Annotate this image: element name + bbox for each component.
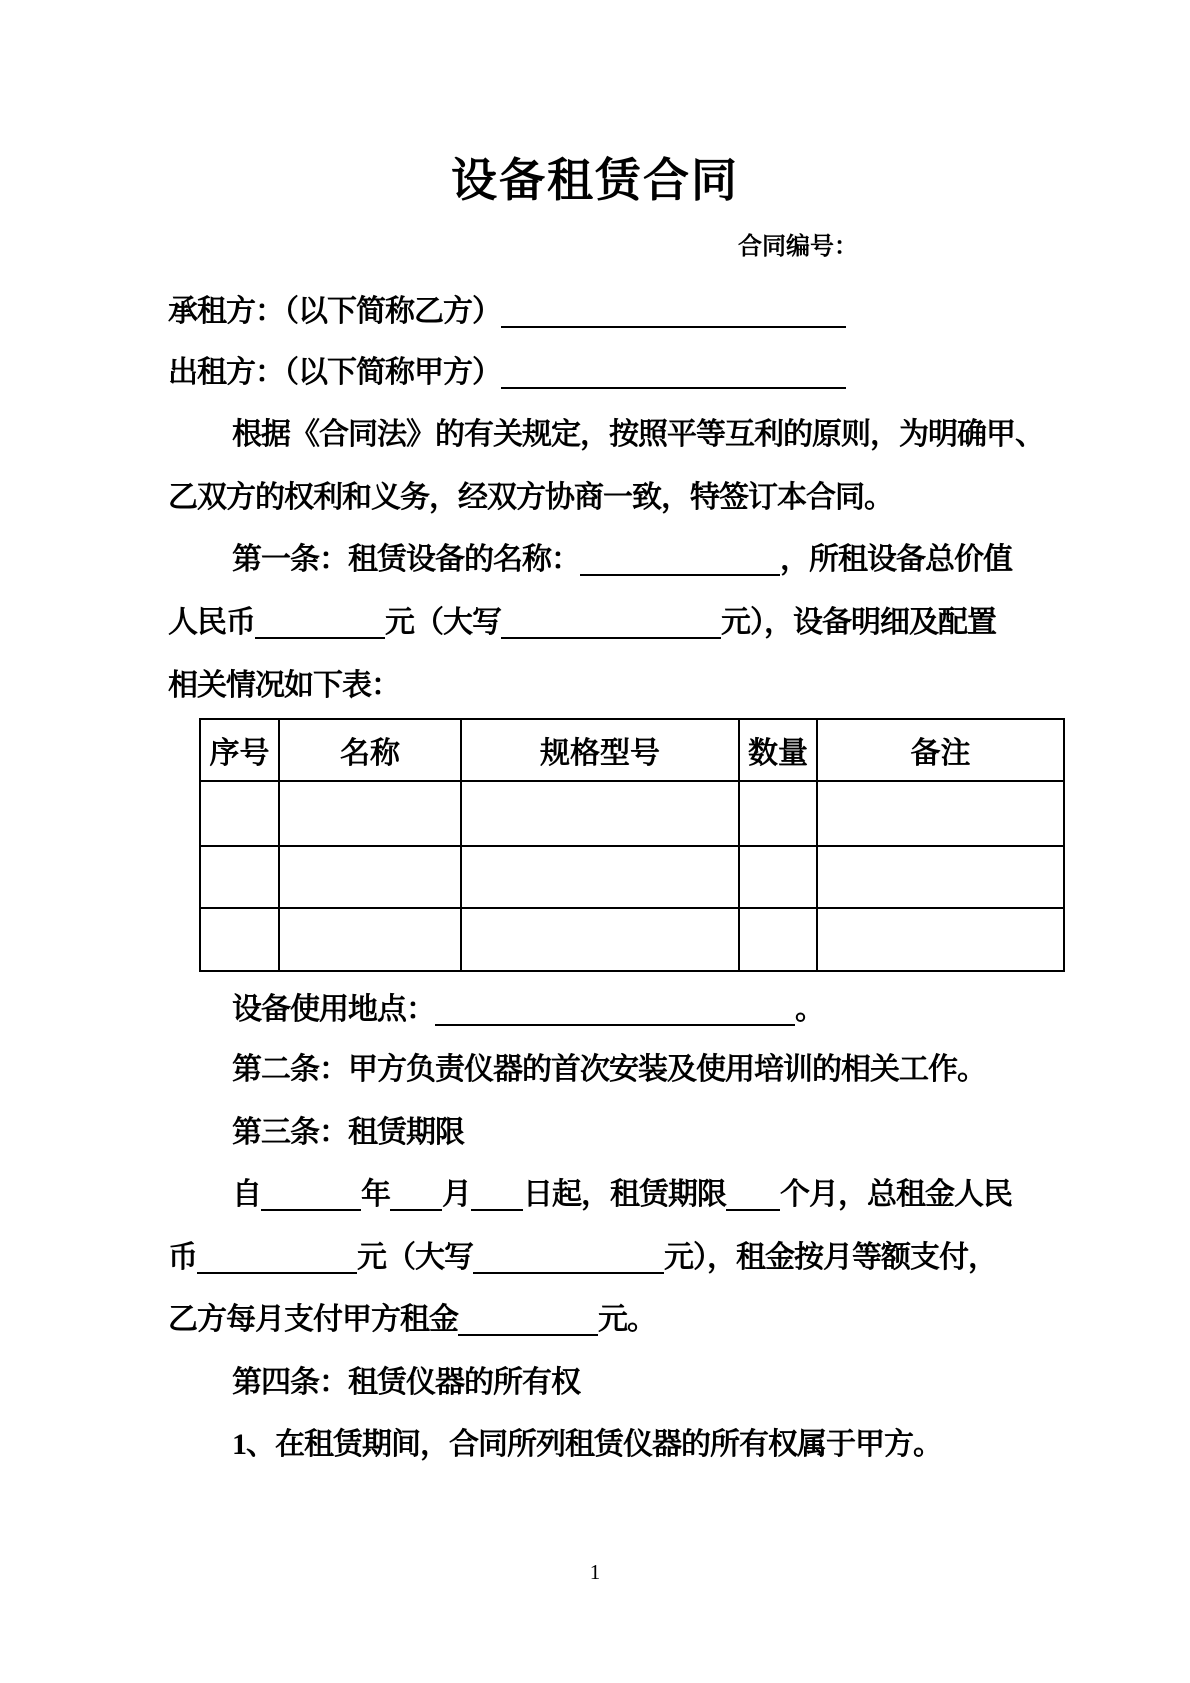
preamble-line-2: 乙双方的权利和义务，经双方协商一致，特签订本合同。 [168,481,893,514]
start-month-blank [390,1197,442,1211]
lessee-name-blank [501,314,846,328]
table-cell [200,846,279,908]
location-line: 设备使用地点： 。 [232,993,824,1026]
lessee-line [168,293,1048,331]
table-cell [739,846,817,908]
article3-line1: 自 年 月 日起，租赁期限 个月，总租金人民 [232,1178,1012,1211]
table-cell [739,908,817,971]
lessee-label: 承租方：（以下简称乙方） [168,295,501,328]
lessor-line [168,354,1048,392]
start-year-blank [261,1197,361,1211]
table-header-cell-name: 名称 [279,719,461,781]
table-cell [279,781,461,846]
table-row [200,846,1064,908]
lessor-name-blank [501,375,846,389]
article1-line2: 人民币 元（大写 元），设备明细及配置 [168,606,996,639]
table-row [200,781,1064,846]
total-value-words-blank [501,625,721,639]
table-cell [817,846,1064,908]
article3-heading: 第三条：租赁期限 [232,1116,464,1149]
contract-number-label: 合同编号： [738,234,858,260]
article1-line1: 第一条：租赁设备的名称： ，所租设备总价值 [232,543,1012,576]
lease-months-blank [726,1197,780,1211]
table-cell [279,846,461,908]
table-cell [739,781,817,846]
start-day-blank [471,1197,523,1211]
equipment-name-label: 第一条：租赁设备的名称： [232,543,580,576]
table-header-cell-model: 规格型号 [461,719,739,781]
lessor-label: 出租方：（以下简称甲方） [168,356,501,389]
article1-line3: 相关情况如下表： [168,669,400,702]
table-cell [461,846,739,908]
table-cell [279,908,461,971]
contract-title: 设备租赁合同 [451,154,739,206]
total-rent-blank [197,1260,357,1274]
table-row [200,908,1064,971]
table-cell [200,908,279,971]
page-number: 1 [589,1560,601,1584]
table-header-cell-quantity: 数量 [739,719,817,781]
article4-item1: 1、在租赁期间，合同所列租赁仪器的所有权属于甲方。 [232,1428,942,1461]
table-header-row [200,719,1064,781]
table-cell [817,908,1064,971]
table-header-cell-remarks: 备注 [817,719,1064,781]
monthly-rent-blank [458,1322,598,1336]
article4-heading: 第四条：租赁仪器的所有权 [232,1366,580,1399]
article3-line2: 币 元（大写 元），租金按月等额支付， [168,1241,997,1274]
article2-line: 第二条：甲方负责仪器的首次安装及使用培训的相关工作。 [232,1053,986,1086]
equipment-name-blank [580,562,780,576]
table-cell [461,908,739,971]
location-blank [435,1012,795,1026]
total-rent-words-blank [473,1260,664,1274]
total-value-blank [255,625,385,639]
article3-line3: 乙方每月支付甲方租金 元。 [168,1303,656,1336]
table-cell [461,781,739,846]
table-header-cell-index: 序号 [200,719,279,781]
preamble-line-1: 根据《合同法》的有关规定，按照平等互利的原则，为明确甲、 [232,418,1044,451]
table-cell [817,781,1064,846]
equipment-table [199,718,1065,972]
location-label: 设备使用地点： [232,993,435,1026]
table-cell [200,781,279,846]
